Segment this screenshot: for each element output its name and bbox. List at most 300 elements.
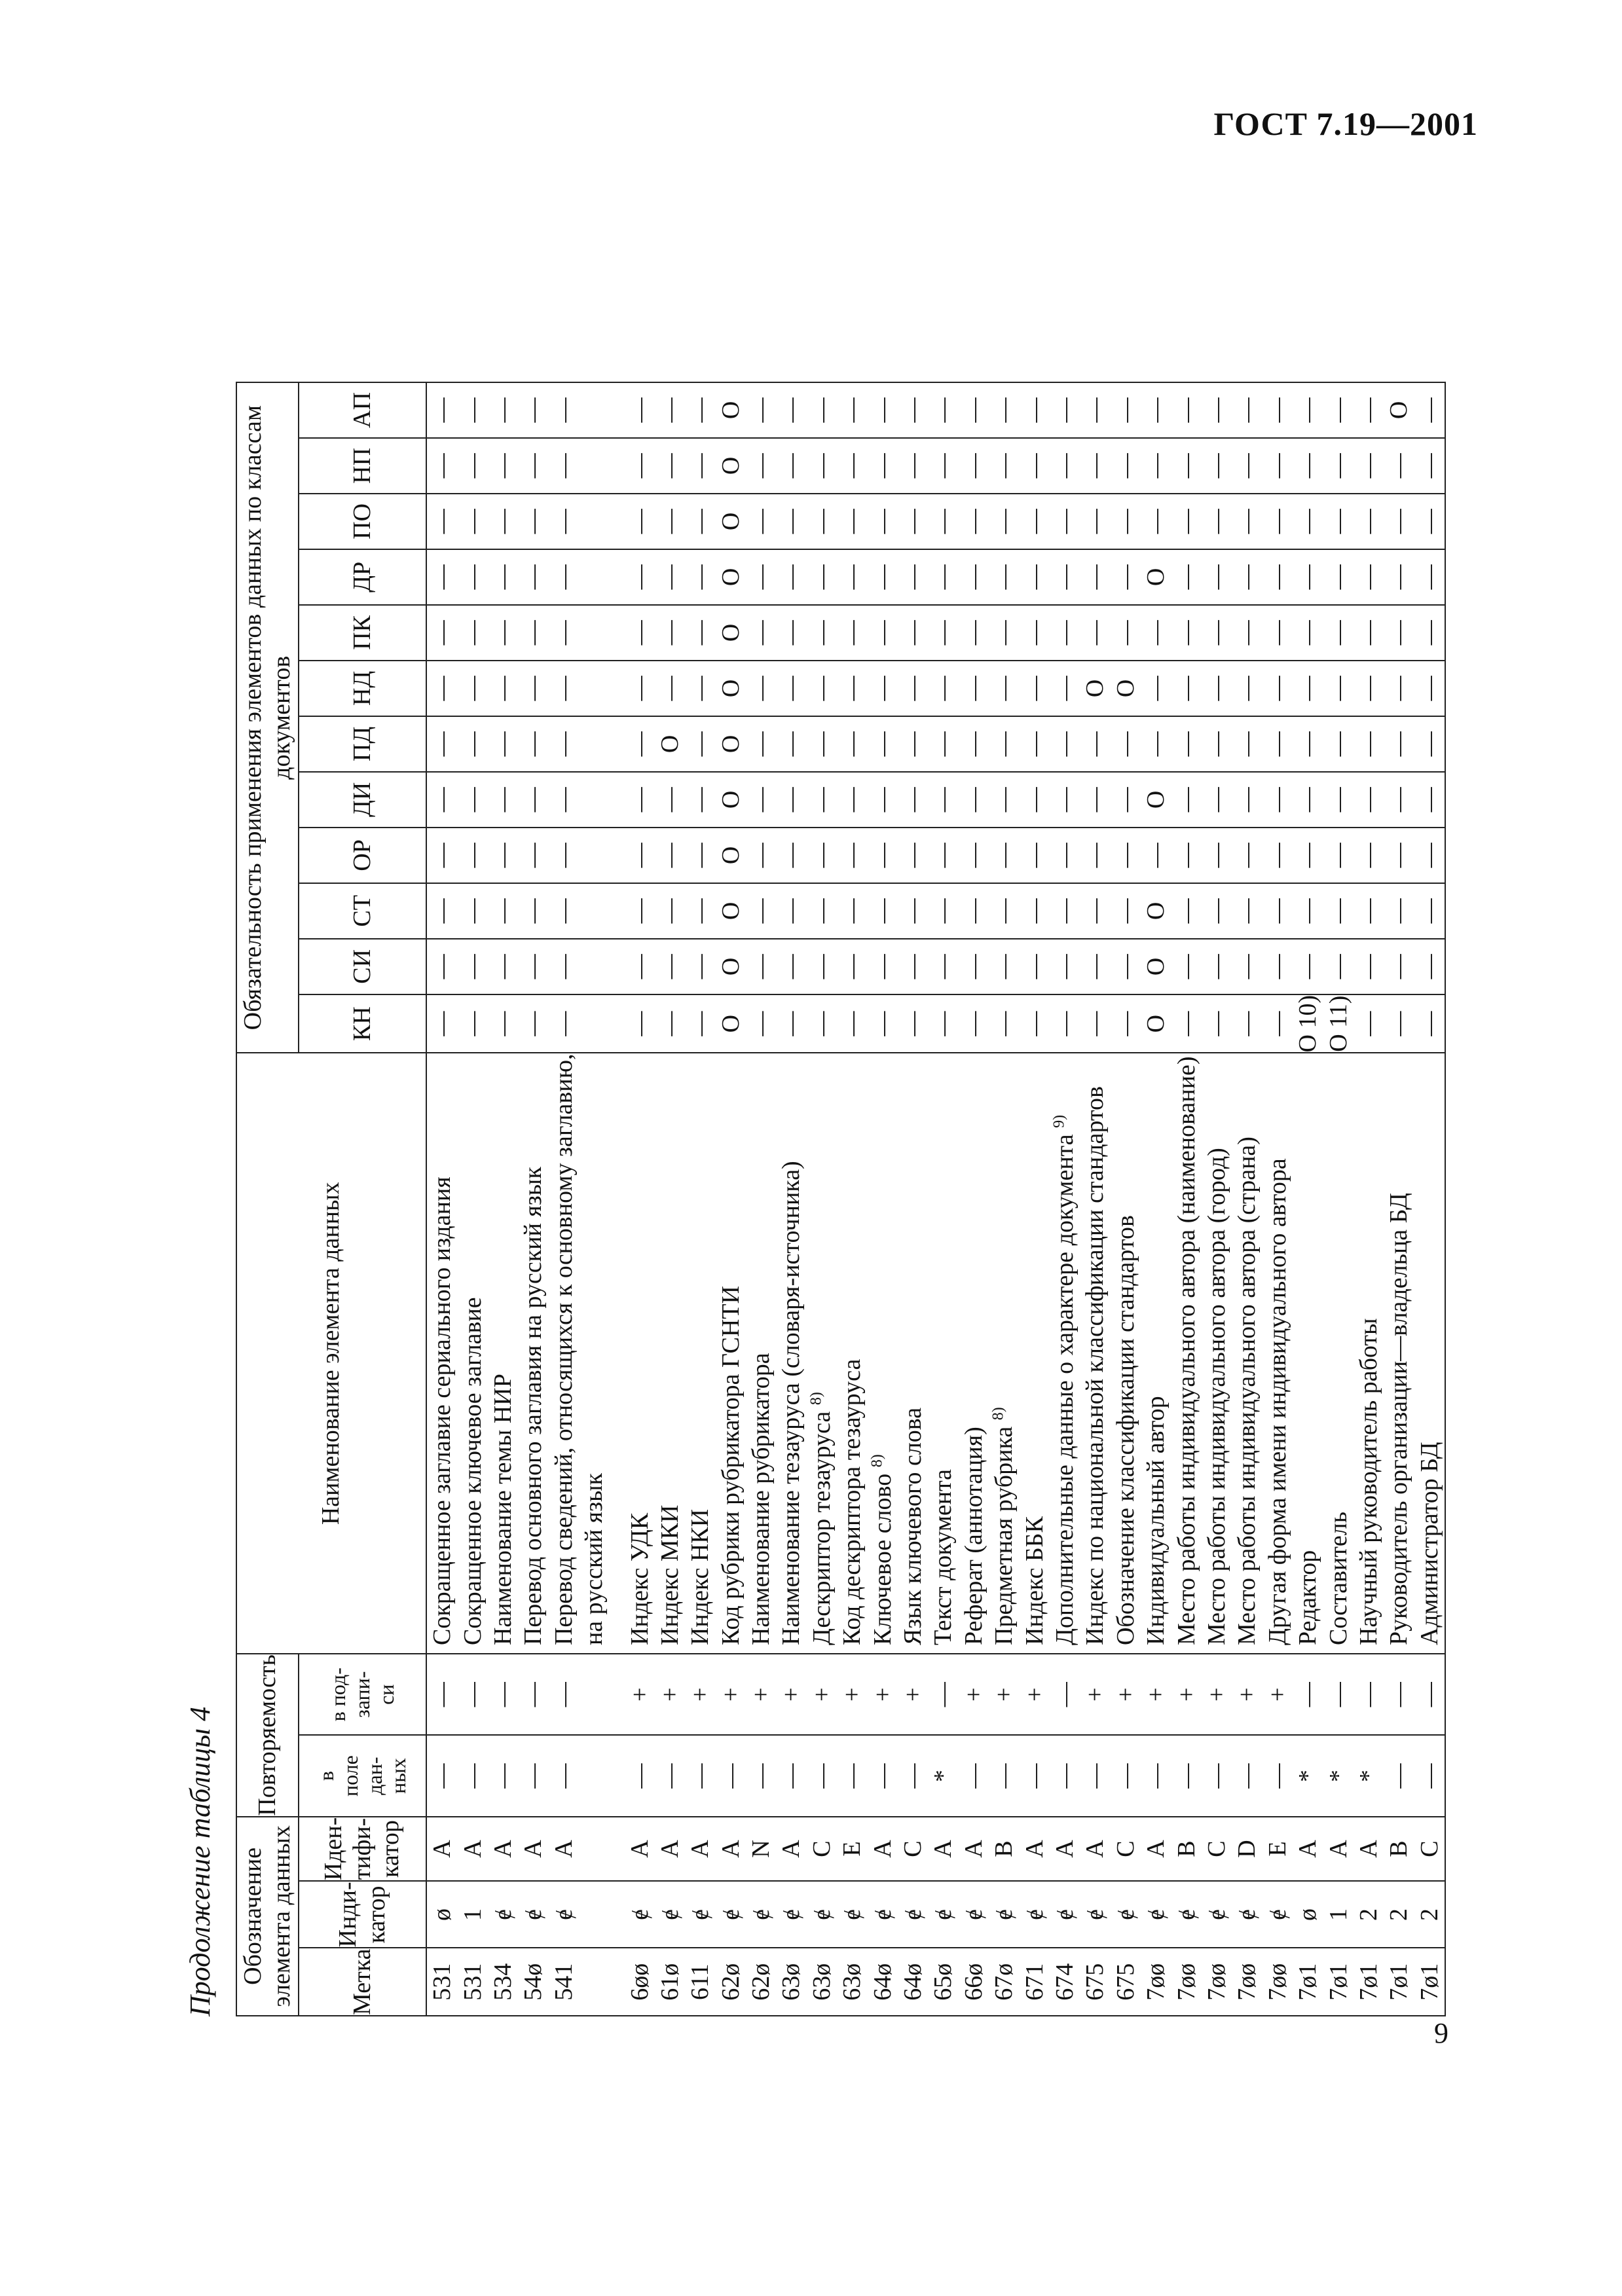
obligation-cell: —	[1019, 494, 1049, 549]
in-field-cell	[579, 1735, 609, 1816]
identifier-cell: A	[518, 1817, 548, 1882]
obligation-cell: —	[1019, 661, 1049, 716]
obligation-cell: —	[1019, 994, 1049, 1053]
name-cell	[928, 1053, 958, 1654]
obligation-cell: О	[716, 382, 746, 438]
obligation-cell: —	[746, 549, 776, 605]
obligation-cell: —	[989, 828, 1019, 883]
obligation-cell: —	[1050, 549, 1080, 605]
obligation-cell: —	[1080, 438, 1110, 494]
obligation-cell: —	[1171, 494, 1201, 549]
obligation-cell: —	[807, 661, 837, 716]
standard-number: ГОСТ 7.19—2001	[1213, 105, 1478, 142]
obligation-cell: —	[1414, 716, 1445, 772]
indicator-header: Инди- катор	[299, 1881, 426, 1948]
obligation-cell: —	[867, 382, 897, 438]
obligation-cell: —	[776, 438, 806, 494]
obligation-cell: —	[549, 716, 579, 772]
obligation-cell: —	[989, 772, 1019, 828]
indicator-cell: ɇ	[655, 1881, 685, 1948]
obligation-cell: —	[989, 438, 1019, 494]
name-cell	[1414, 1053, 1445, 1654]
obligation-cell: —	[1171, 549, 1201, 605]
obligation-cell: —	[624, 716, 654, 772]
obligation-cell: —	[1263, 772, 1293, 828]
name-text: Язык ключевого слова	[899, 1407, 927, 1646]
obligation-cell: О	[716, 883, 746, 939]
obligation-cell: —	[624, 661, 654, 716]
obligation-cell: —	[488, 939, 518, 994]
obligation-cell: —	[624, 994, 654, 1053]
obligation-cell: —	[989, 939, 1019, 994]
obligation-cell: О	[1141, 772, 1171, 828]
in-subrecord-cell: +	[746, 1654, 776, 1735]
obligation-cell: —	[1141, 716, 1171, 772]
obligation-cell: —	[1414, 549, 1445, 605]
label-cell: 7ø1	[1384, 1948, 1414, 2016]
label-cell: 54ø	[518, 1948, 548, 2016]
obligation-cell: —	[1111, 994, 1141, 1053]
rotated-table-block	[183, 0, 1493, 2016]
obligation-cell: —	[867, 883, 897, 939]
obligation-cell: —	[807, 605, 837, 661]
name-cell	[1141, 1053, 1171, 1654]
obligation-cell: —	[1323, 549, 1353, 605]
obligation-cell: —	[488, 549, 518, 605]
obligation-cell: —	[549, 438, 579, 494]
obligation-cell: —	[426, 994, 457, 1053]
obligation-cell: —	[989, 382, 1019, 438]
obligation-cell: —	[1293, 438, 1323, 494]
obligation-cell: —	[1019, 828, 1049, 883]
class-header: НД	[299, 661, 426, 716]
obligation-cell: —	[1141, 438, 1171, 494]
obligation-cell: —	[1293, 828, 1323, 883]
obligation-cell	[579, 549, 609, 605]
indicator-cell: 2	[1354, 1881, 1384, 1948]
obligation-cell: —	[746, 494, 776, 549]
name-text: Код рубрики рубрикатора ГСНТИ	[716, 1286, 745, 1646]
obligation-cell: —	[1232, 716, 1262, 772]
in-field-cell: —	[1141, 1735, 1171, 1816]
obligation-cell: —	[1414, 994, 1445, 1053]
obligation-cell: —	[1293, 772, 1323, 828]
obligation-cell: О	[716, 772, 746, 828]
class-header: ПО	[299, 494, 426, 549]
class-header: КН	[299, 994, 426, 1053]
obligation-cell: —	[1111, 549, 1141, 605]
obligation-cell: —	[959, 605, 989, 661]
obligation-cell: —	[457, 494, 487, 549]
in-subrecord-cell: +	[1141, 1654, 1171, 1735]
obligation-cell: —	[837, 772, 867, 828]
obligation-cell: —	[1354, 605, 1384, 661]
obligation-cell: —	[1202, 438, 1232, 494]
label-cell: 63ø	[776, 1948, 806, 2016]
obligation-cell: —	[1323, 883, 1353, 939]
obligation-cell: —	[746, 382, 776, 438]
label-cell: 67ø	[989, 1948, 1019, 2016]
obligation-cell: —	[1384, 716, 1414, 772]
obligation-cell: —	[1263, 716, 1293, 772]
obligation-cell: —	[518, 883, 548, 939]
obligation-cell: —	[624, 605, 654, 661]
obligation-cell: —	[1354, 661, 1384, 716]
identifier-cell: A	[1293, 1817, 1323, 1882]
in-field-cell: —	[1384, 1735, 1414, 1816]
obligation-cell: —	[837, 994, 867, 1053]
obligation-cell: —	[488, 828, 518, 883]
obligation-cell: —	[807, 549, 837, 605]
obligation-cell: —	[1414, 494, 1445, 549]
obligation-cell: —	[1232, 772, 1262, 828]
obligation-cell: —	[1050, 382, 1080, 438]
obligation-cell: —	[488, 382, 518, 438]
obligation-cell: —	[1080, 549, 1110, 605]
obligation-cell	[579, 994, 609, 1053]
obligation-cell: —	[1384, 605, 1414, 661]
obligation-cell: —	[457, 438, 487, 494]
obligation-cell: —	[807, 883, 837, 939]
indicator-cell: ɇ	[685, 1881, 715, 1948]
obligation-cell: —	[1414, 438, 1445, 494]
obligation-cell: —	[928, 883, 958, 939]
obligation-cell: —	[746, 828, 776, 883]
obligation-cell	[579, 772, 609, 828]
name-text: Место работы индивидуального автора (город)	[1202, 1148, 1230, 1646]
name-cell	[1354, 1053, 1384, 1654]
table-row	[518, 382, 548, 2016]
label-cell: 63ø	[837, 1948, 867, 2016]
obligation-cell: —	[1019, 772, 1049, 828]
label-header: Метка	[299, 1948, 426, 2016]
identifier-cell: B	[1384, 1817, 1414, 1882]
obligation-cell: —	[1323, 772, 1353, 828]
obligation-cell: —	[746, 994, 776, 1053]
obligation-cell: —	[989, 994, 1019, 1053]
obligation-cell: —	[928, 939, 958, 994]
obligation-cell: —	[488, 716, 518, 772]
obligation-cell: —	[655, 382, 685, 438]
label-cell	[579, 1948, 609, 2016]
identifier-cell: C	[1202, 1817, 1232, 1882]
obligation-cell: —	[746, 716, 776, 772]
identifier-cell: A	[1019, 1817, 1049, 1882]
name-cell	[807, 1053, 837, 1654]
obligation-cell: —	[1293, 549, 1323, 605]
identifier-cell: A	[928, 1817, 958, 1882]
in-field-cell: —	[1414, 1735, 1445, 1816]
table-row	[549, 382, 579, 2016]
obligation-cell: —	[685, 716, 715, 772]
obligation-cell: —	[807, 772, 837, 828]
obligation-cell: —	[1414, 828, 1445, 883]
in-field-cell: —	[1050, 1735, 1080, 1816]
in-field-cell: *	[1293, 1735, 1323, 1816]
name-cell	[549, 1053, 579, 1654]
obligation-cell: —	[867, 494, 897, 549]
obligation-cell: —	[928, 605, 958, 661]
name-text: Место работы индивидуального автора (страна)	[1233, 1137, 1261, 1646]
table-row	[1019, 382, 1049, 2016]
indicator-cell: ɇ	[1171, 1881, 1201, 1948]
obligation-cell: —	[959, 438, 989, 494]
identifier-cell: A	[1050, 1817, 1080, 1882]
obligation-cell: —	[1323, 382, 1353, 438]
repeatability-header: Повторяемость	[236, 1654, 299, 1817]
obligation-cell: —	[1080, 828, 1110, 883]
label-cell: 531	[457, 1948, 487, 2016]
name-text: Индекс УДК	[625, 1512, 654, 1646]
obligation-cell: —	[837, 939, 867, 994]
indicator-cell: 2	[1384, 1881, 1414, 1948]
obligation-cell: —	[549, 883, 579, 939]
obligation-cell: —	[1171, 828, 1201, 883]
identifier-cell: B	[989, 1817, 1019, 1882]
obligation-cell: —	[867, 438, 897, 494]
identifier-cell: A	[655, 1817, 685, 1882]
in-subrecord-cell: —	[1323, 1654, 1353, 1735]
obligation-cell: —	[488, 883, 518, 939]
obligation-cell: —	[837, 883, 867, 939]
obligation-cell	[579, 438, 609, 494]
obligation-cell: —	[776, 772, 806, 828]
obligation-cell: —	[837, 438, 867, 494]
obligation-cell: —	[655, 494, 685, 549]
obligation-cell: —	[1263, 549, 1293, 605]
name-cell	[457, 1053, 487, 1654]
obligation-cell: —	[1232, 549, 1262, 605]
in-field-cell: —	[959, 1735, 989, 1816]
obligation-cell: —	[518, 661, 548, 716]
name-text: Наименование темы НИР	[488, 1374, 517, 1646]
name-text: на русский язык	[580, 1472, 608, 1646]
obligation-cell: —	[837, 716, 867, 772]
obligation-cell: —	[959, 828, 989, 883]
in-subrecord-cell: +	[1202, 1654, 1232, 1735]
name-text: Сокращенное ключевое заглавие	[458, 1297, 487, 1646]
footnote-ref: 8)	[807, 1392, 825, 1406]
obligation-cell: О 11)	[1323, 994, 1353, 1053]
in-subrecord-cell: +	[867, 1654, 897, 1735]
table-row	[837, 382, 867, 2016]
obligation-cell: —	[1323, 605, 1353, 661]
obligation-cell: —	[1354, 994, 1384, 1053]
obligation-cell: —	[1384, 494, 1414, 549]
indicator-cell: 1	[457, 1881, 487, 1948]
obligation-cell: —	[959, 661, 989, 716]
obligation-cell: —	[1263, 605, 1293, 661]
obligation-cell: —	[898, 605, 928, 661]
obligation-cell: —	[624, 939, 654, 994]
obligation-cell: О	[716, 438, 746, 494]
obligation-cell: —	[1354, 772, 1384, 828]
obligation-cell: —	[518, 549, 548, 605]
obligation-cell: —	[928, 828, 958, 883]
obligation-cell: —	[776, 828, 806, 883]
obligation-cell: —	[1111, 494, 1141, 549]
obligation-cell: —	[1050, 939, 1080, 994]
table-row	[1323, 382, 1353, 2016]
obligation-cell: —	[1354, 382, 1384, 438]
name-text: Администратор БД	[1415, 1442, 1443, 1646]
obligation-cell: —	[685, 438, 715, 494]
obligation-cell: —	[685, 772, 715, 828]
label-cell: 675	[1111, 1948, 1141, 2016]
obligation-cell: —	[1293, 605, 1323, 661]
name-cell	[488, 1053, 518, 1654]
obligation-cell: —	[549, 939, 579, 994]
obligation-cell: —	[655, 605, 685, 661]
name-cell	[685, 1053, 715, 1654]
obligation-cell: —	[549, 605, 579, 661]
obligation-cell: О	[1111, 661, 1141, 716]
in-subrecord-cell: +	[898, 1654, 928, 1735]
obligation-cell: —	[457, 883, 487, 939]
obligation-cell: —	[776, 716, 806, 772]
obligation-cell: —	[1232, 828, 1262, 883]
obligation-cell: —	[624, 828, 654, 883]
obligation-cell: —	[898, 661, 928, 716]
obligation-cell: —	[1111, 772, 1141, 828]
obligation-cell: —	[655, 438, 685, 494]
indicator-cell: ɇ	[1263, 1881, 1293, 1948]
obligation-cell: —	[1323, 828, 1353, 883]
obligation-cell: —	[1384, 994, 1414, 1053]
in-subrecord-cell: +	[1232, 1654, 1262, 1735]
obligation-cell: —	[1232, 494, 1262, 549]
indicator-cell: 1	[1323, 1881, 1353, 1948]
obligation-cell: —	[867, 828, 897, 883]
in-field-cell: —	[746, 1735, 776, 1816]
obligation-cell: —	[1232, 883, 1262, 939]
obligation-cell: —	[1141, 494, 1171, 549]
obligation-cell: —	[807, 939, 837, 994]
obligation-cell: —	[1354, 939, 1384, 994]
obligation-cell: —	[898, 828, 928, 883]
obligation-cell: —	[867, 661, 897, 716]
obligation-cell: —	[867, 605, 897, 661]
indicator-cell: ɇ	[928, 1881, 958, 1948]
name-cell	[1050, 1053, 1080, 1654]
obligation-cell: —	[518, 772, 548, 828]
in-subrecord-cell: —	[457, 1654, 487, 1735]
obligation-cell: —	[488, 994, 518, 1053]
identifier-cell: E	[1263, 1817, 1293, 1882]
identifier-cell: C	[1111, 1817, 1141, 1882]
obligation-cell: —	[1080, 716, 1110, 772]
in-subrecord-cell: +	[1171, 1654, 1201, 1735]
obligation-cell: —	[959, 549, 989, 605]
obligation-cell: —	[1171, 605, 1201, 661]
obligation-cell: —	[1080, 382, 1110, 438]
indicator-cell: ɇ	[1050, 1881, 1080, 1948]
name-text: Индекс МКИ	[655, 1504, 684, 1646]
obligation-cell: —	[426, 494, 457, 549]
in-field-cell: —	[655, 1735, 685, 1816]
obligation-cell: —	[549, 994, 579, 1053]
obligation-cell: —	[1263, 438, 1293, 494]
obligation-cell: —	[1050, 883, 1080, 939]
obligation-cell: —	[1293, 939, 1323, 994]
obligation-cell: —	[549, 661, 579, 716]
in-field-cell: —	[1232, 1735, 1262, 1816]
indicator-cell	[579, 1881, 609, 1948]
in-field-header: в поле дан- ных	[299, 1735, 426, 1816]
name-text: Перевод сведений, относящихся к основному заглавию,	[549, 1053, 578, 1646]
obligation-cell: —	[837, 382, 867, 438]
label-cell: 7ø1	[1414, 1948, 1445, 2016]
obligation-cell: —	[1263, 828, 1293, 883]
label-cell: 62ø	[716, 1948, 746, 2016]
in-subrecord-cell: +	[624, 1654, 654, 1735]
obligation-cell: —	[1384, 549, 1414, 605]
class-header: АП	[299, 382, 426, 438]
indicator-cell: ɇ	[837, 1881, 867, 1948]
obligation-cell: —	[549, 494, 579, 549]
obligation-cell: —	[1080, 994, 1110, 1053]
obligation-cell: —	[1202, 494, 1232, 549]
obligation-cell: —	[1171, 994, 1201, 1053]
name-text: Наименование тезауруса (словаря-источника)	[777, 1161, 805, 1646]
obligation-cell: —	[1293, 661, 1323, 716]
footnote-ref: 8)	[868, 1454, 885, 1468]
obligation-cell: —	[776, 382, 806, 438]
obligation-cell: —	[1171, 716, 1201, 772]
in-field-cell: —	[1202, 1735, 1232, 1816]
obligation-cell: —	[1080, 883, 1110, 939]
name-cell	[1293, 1053, 1323, 1654]
table-row	[1414, 382, 1445, 2016]
identifier-cell: A	[457, 1817, 487, 1882]
obligation-cell: —	[1141, 382, 1171, 438]
obligation-cell: —	[1384, 939, 1414, 994]
obligation-cell: —	[867, 994, 897, 1053]
obligation-cell: —	[1202, 828, 1232, 883]
label-cell: 541	[549, 1948, 579, 2016]
label-cell: 7øø	[1141, 1948, 1171, 2016]
obligation-cell: —	[488, 494, 518, 549]
obligation-cell: О	[716, 605, 746, 661]
indicator-cell: ɇ	[1141, 1881, 1171, 1948]
in-subrecord-cell: +	[807, 1654, 837, 1735]
obligation-cell: —	[624, 772, 654, 828]
indicator-cell: ɇ	[624, 1881, 654, 1948]
obligation-cell: —	[426, 883, 457, 939]
obligation-cell: О	[1141, 883, 1171, 939]
obligation-cell: —	[1354, 549, 1384, 605]
name-cell	[518, 1053, 548, 1654]
obligation-cell: —	[1263, 939, 1293, 994]
obligation-cell: —	[426, 939, 457, 994]
obligation-cell: —	[928, 772, 958, 828]
class-header: СТ	[299, 883, 426, 939]
indicator-cell: ɇ	[746, 1881, 776, 1948]
obligation-cell: —	[898, 438, 928, 494]
in-field-cell: —	[776, 1735, 806, 1816]
table-row	[1080, 382, 1110, 2016]
label-cell: 66ø	[959, 1948, 989, 2016]
obligation-cell: О	[716, 494, 746, 549]
label-cell: 64ø	[898, 1948, 928, 2016]
obligation-cell: —	[624, 883, 654, 939]
obligation-cell: —	[549, 382, 579, 438]
obligation-cell: —	[518, 828, 548, 883]
identifier-cell: A	[1354, 1817, 1384, 1882]
in-field-cell: —	[518, 1735, 548, 1816]
name-text: Дескриптор тезауруса	[807, 1411, 836, 1646]
obligation-cell: —	[1202, 716, 1232, 772]
